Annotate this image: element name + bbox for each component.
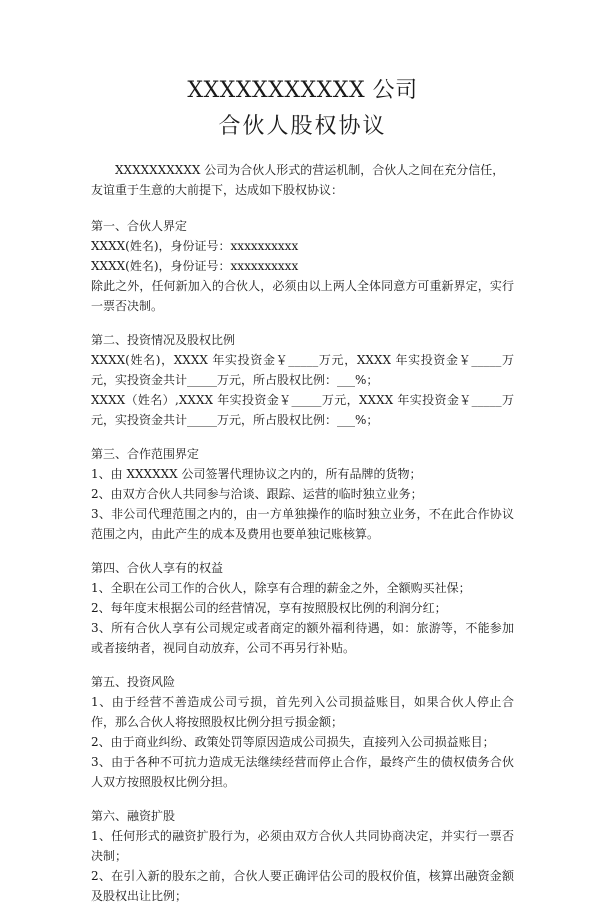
section-heading: 第五、投资风险 bbox=[91, 675, 176, 689]
section-line: 1、全职在公司工作的合伙人，除享有合理的薪金之外，全额购买社保； bbox=[91, 581, 471, 595]
document-title: 合伙人股权协议 bbox=[218, 114, 387, 139]
section-line: 3、由于各种不可抗力造成无法继续经营而停止合作，最终产生的债权债务合伙人双方按照股权比例分担。 bbox=[91, 755, 514, 789]
document-title-company: XXXXXXXXXXX 公司 bbox=[187, 78, 418, 103]
section-line: 2、由于商业纠纷、政策处罚等原因造成公司损失，直接列入公司损益账目； bbox=[91, 735, 495, 749]
section-line: 3、非公司代理范围之内的，由一方单独操作的临时独立业务，不在此合作协议范围之内，由此产生的成本及费用也要单独记账核算。 bbox=[91, 507, 514, 541]
section-heading: 第六、融资扩股 bbox=[91, 809, 176, 823]
section-heading: 第一、合伙人界定 bbox=[91, 219, 188, 233]
section-line: 除此之外，任何新加入的合伙人，必须由以上两人全体同意方可重新界定，实行一票否决制。 bbox=[91, 279, 514, 313]
section-line: 3、所有合伙人享有公司规定或者商定的额外福利待遇，如：旅游等，不能参加或者接纳者，视同自动放弃，公司不再另行补贴。 bbox=[91, 621, 514, 655]
section-line: XXXX(姓名)，身份证号：xxxxxxxxxx bbox=[91, 259, 299, 273]
section-investment-risk bbox=[91, 672, 514, 792]
section-heading: 第三、合作范围界定 bbox=[91, 447, 200, 461]
section-line: 2、由双方合伙人共同参与洽谈、跟踪、运营的临时独立业务； bbox=[91, 487, 423, 501]
section-line: 1、任何形式的融资扩股行为，必须由双方合伙人共同协商决定，并实行一票否决制； bbox=[91, 829, 514, 863]
intro-paragraph: XXXXXXXXXX 公司为合伙人形式的营运机制，合伙人之间在充分信任，友谊重于生意的大前提下，达成如下股权协议： bbox=[91, 163, 505, 197]
section-partner-rights bbox=[91, 558, 514, 658]
section-line: 2、每年度末根据公司的经营情况，享有按照股权比例的利润分红； bbox=[91, 601, 447, 615]
section-line: 1、由于经营不善造成公司亏损，首先列入公司损益账目，如果合伙人停止合作，那么合伙人将按照股权比例分担亏损金额； bbox=[91, 695, 514, 729]
section-heading: 第四、合伙人享有的权益 bbox=[91, 561, 224, 575]
section-line: 1、由 XXXXXX 公司签署代理协议之内的，所有品牌的货物； bbox=[91, 467, 422, 481]
section-line: XXXX（姓名）,XXXX 年实投资金￥_____万元，XXXX 年实投资金￥_____万元，实投资金共计_____万元，所占股权比例：___%； bbox=[91, 393, 514, 427]
section-line: XXXX(姓名)，身份证号：xxxxxxxxxx bbox=[91, 239, 299, 253]
section-line: XXXX(姓名)，XXXX 年实投资金￥_____万元，XXXX 年实投资金￥_____万元，实投资金共计_____万元，所占股权比例：___%； bbox=[91, 353, 514, 387]
section-financing bbox=[91, 806, 514, 906]
section-cooperation-scope bbox=[91, 444, 514, 544]
section-line: 2、在引入新的股东之前，合伙人要正确评估公司的股权价值，核算出融资金额及股权出让比例； bbox=[91, 869, 514, 903]
section-partner-definition bbox=[91, 216, 514, 316]
section-investment bbox=[91, 330, 514, 430]
section-heading: 第二、投资情况及股权比例 bbox=[91, 333, 236, 347]
